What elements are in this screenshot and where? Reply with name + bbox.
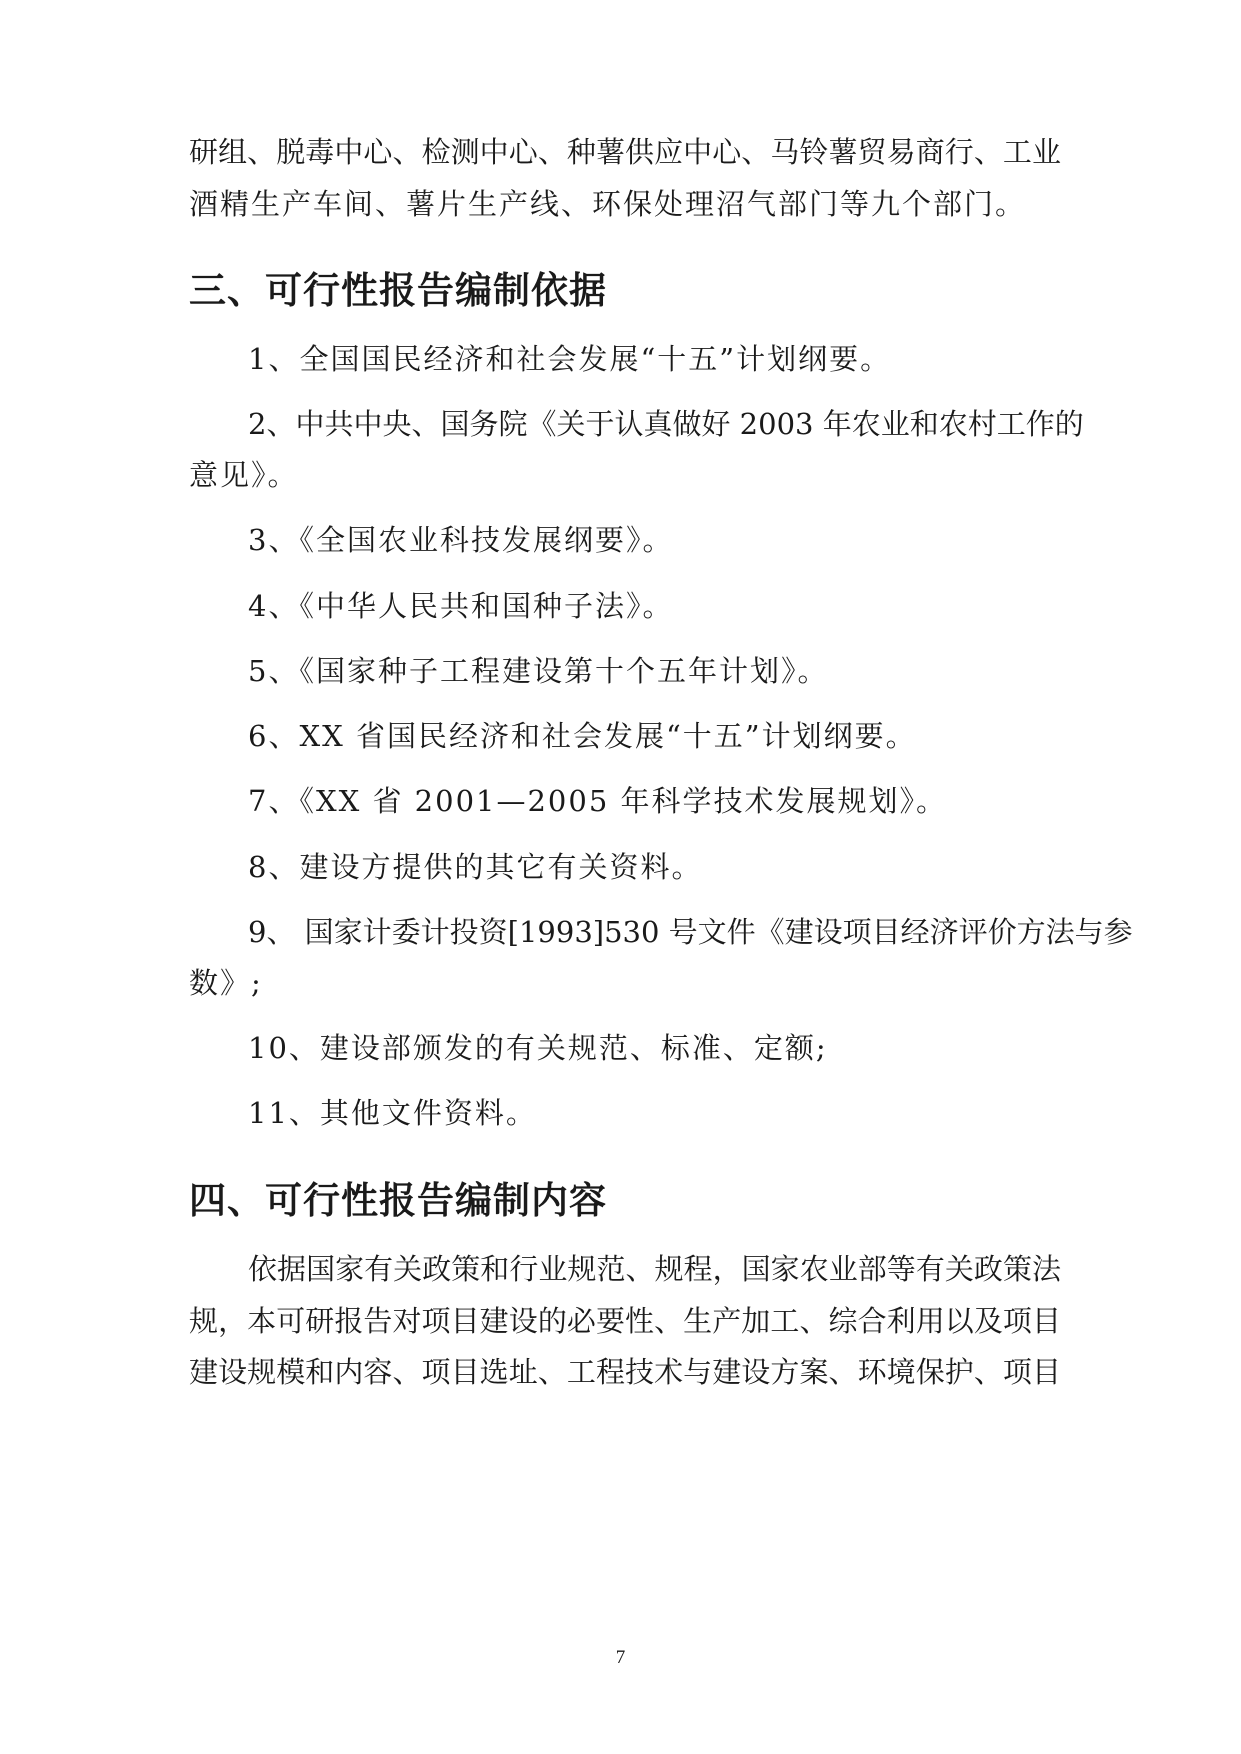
list-item: 3、《全国农业科技发展纲要》。 (248, 523, 674, 557)
body-text-line: 依据国家有关政策和行业规范、规程，国家农业部等有关政策法 (248, 1252, 1061, 1286)
body-text-line: 酒精生产车间、薯片生产线、环保处理沼气部门等九个部门。 (189, 187, 1027, 221)
list-item: 8、建设方提供的其它有关资料。 (248, 850, 703, 884)
list-item: 10、建设部颁发的有关规范、标准、定额; (248, 1031, 828, 1065)
list-item: 4、《中华人民共和国种子法》。 (248, 589, 674, 623)
section-heading: 四、可行性报告编制内容 (189, 1179, 607, 1222)
list-item: 2、中共中央、国务院《关于认真做好 2003 年农业和农村工作的 (248, 407, 1084, 441)
list-item: 1、全国国民经济和社会发展“十五”计划纲要。 (248, 342, 892, 376)
list-item: 9、 国家计委计投资[1993]530 号文件《建设项目经济评价方法与参 (248, 915, 1133, 949)
section-heading: 三、可行性报告编制依据 (189, 269, 607, 312)
list-item-continuation: 意见》。 (189, 458, 299, 492)
list-item-continuation: 数》; (189, 966, 263, 1000)
list-item: 7、《XX 省 2001—2005 年科学技术发展规划》。 (248, 784, 948, 818)
body-text-line: 建设规模和内容、项目选址、工程技术与建设方案、环境保护、项目 (189, 1355, 1061, 1389)
body-text-line: 规，本可研报告对项目建设的必要性、生产加工、综合利用以及项目 (189, 1304, 1061, 1338)
list-item: 6、XX 省国民经济和社会发展“十五”计划纲要。 (248, 719, 917, 753)
page-number: 7 (615, 1647, 626, 1668)
list-item: 11、其他文件资料。 (248, 1096, 537, 1130)
body-text-line: 研组、脱毒中心、检测中心、种薯供应中心、马铃薯贸易商行、工业 (189, 135, 1061, 169)
list-item: 5、《国家种子工程建设第十个五年计划》。 (248, 654, 829, 688)
